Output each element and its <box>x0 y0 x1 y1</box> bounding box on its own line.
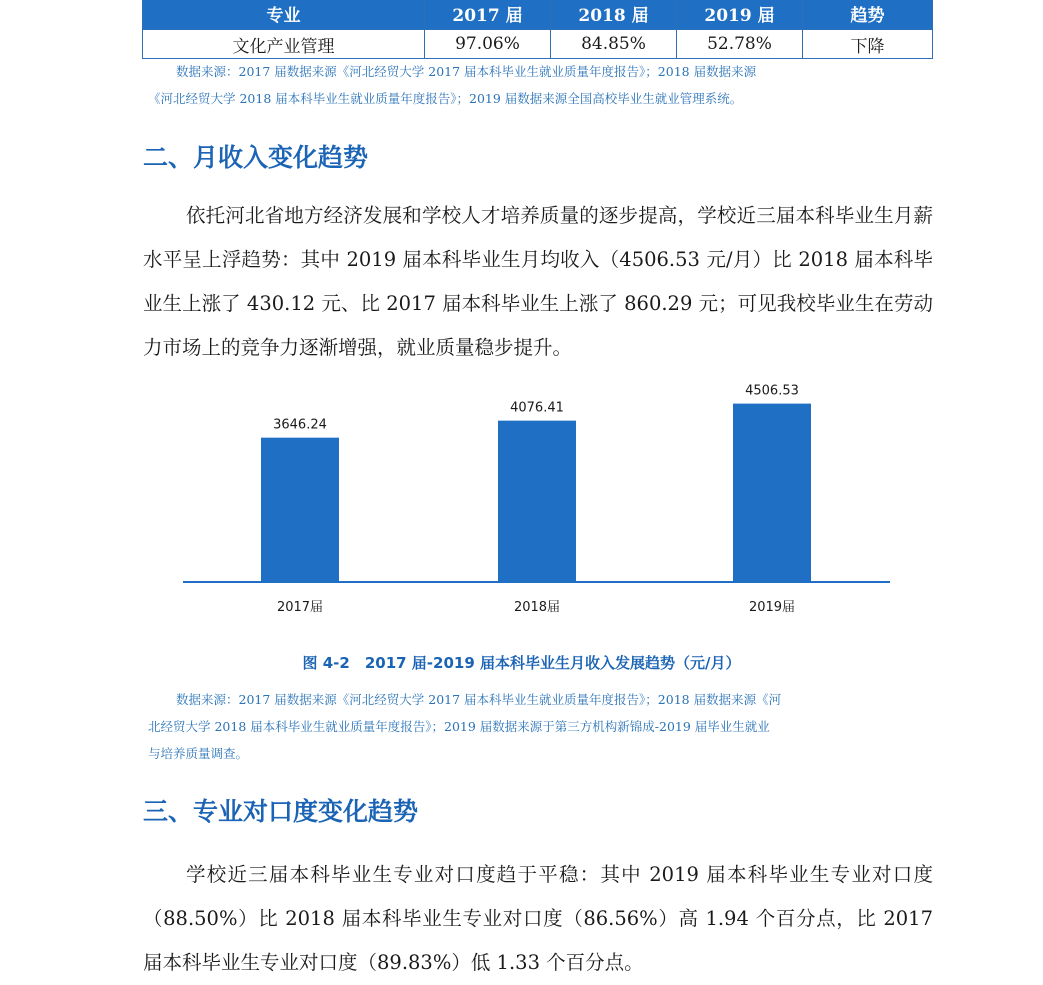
table-row <box>143 30 933 59</box>
cell-2017: 97.06% <box>425 30 551 59</box>
header-major: 专业 <box>143 0 425 30</box>
bar-value-label: 3646.24 <box>273 417 327 433</box>
source-note-line: 数据来源：2017 届数据来源《河北经贸大学 2017 届本科毕业生就业质量年度报告》；2018 届数据来源《河 <box>176 692 782 707</box>
major-employment-table <box>142 0 933 59</box>
bar-value-label: 4076.41 <box>510 400 564 416</box>
source-note-line: 与培养质量调查。 <box>148 746 249 761</box>
header-2018: 2018 届 <box>551 0 677 30</box>
source-note-line: 北经贸大学 2018 届本科毕业生就业质量年度报告》；2019 届数据来源于第三方机构新锦成-2019 届毕业生就业 <box>148 719 770 734</box>
cell-trend: 下降 <box>803 30 933 59</box>
figure-caption: 图 4-2 2017 届-2019 届本科毕业生月收入发展趋势（元/月） <box>302 654 741 672</box>
category-label: 2018届 <box>513 600 561 615</box>
bar-1 <box>498 421 576 582</box>
category-label: 2017届 <box>276 600 324 615</box>
section-heading-income: 二、月收入变化趋势 <box>143 143 369 172</box>
header-2017: 2017 届 <box>425 0 551 30</box>
income-bar-chart <box>0 380 1043 630</box>
income-paragraph-text: 依托河北省地方经济发展和学校人才培养质量的逐步提高，学校近三届本科毕业生月薪水平呈上浮趋势：其中 2019 届本科毕业生月均收入（4506.53 元/月）比 2018 届本科毕业生上涨了 430.12 元、比 2017 届本科毕业生上涨了 860.29 元；可见我校毕业生在劳动力市场上的竞争力逐渐增强，就业质量稳步提升。 <box>143 204 933 359</box>
cell-major: 文化产业管理 <box>143 30 425 59</box>
header-trend: 趋势 <box>803 0 933 30</box>
match-paragraph <box>143 853 933 985</box>
cell-2018: 84.85% <box>551 30 677 59</box>
category-label: 2019届 <box>748 600 796 615</box>
bar-0 <box>261 438 339 582</box>
header-2019: 2019 届 <box>677 0 803 30</box>
bar-2 <box>733 404 811 582</box>
table-header-row <box>143 0 933 30</box>
cell-2019: 52.78% <box>677 30 803 59</box>
section-heading-match: 三、专业对口度变化趋势 <box>143 797 419 826</box>
income-paragraph <box>143 194 933 370</box>
source-note-line: 数据来源：2017 届数据来源《河北经贸大学 2017 届本科毕业生就业质量年度报告》；2018 届数据来源 <box>176 64 757 79</box>
source-note-line: 《河北经贸大学 2018 届本科毕业生就业质量年度报告》；2019 届数据来源全国高校毕业生就业管理系统。 <box>148 91 743 106</box>
match-paragraph-text: 学校近三届本科毕业生专业对口度趋于平稳：其中 2019 届本科毕业生专业对口度（88.50%）比 2018 届本科毕业生专业对口度（86.56%）高 1.94 个百分点，比 2017 届本科毕业生专业对口度（89.83%）低 1.33 个百分点。 <box>143 863 933 974</box>
bar-value-label: 4506.53 <box>745 383 799 399</box>
